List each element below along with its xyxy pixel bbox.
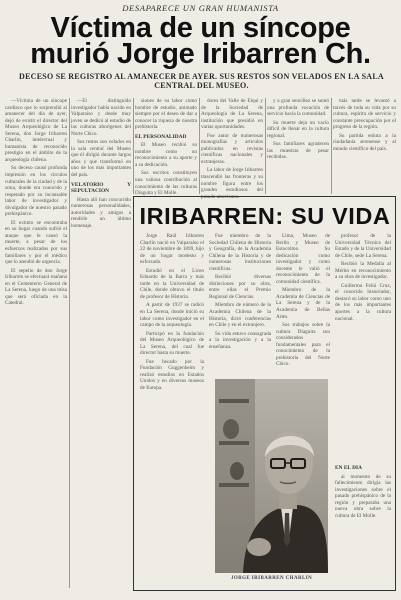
- paragraph: Guillermo Feliú Cruz, el conocido historiador, destacó su labor como uno de los más importantes aportes a la cultura nacional.: [335, 282, 391, 322]
- paragraph: siones de su labor como hombre de estudio, animado siempre por el deseo de dar a conocer la riqueza de nuestra prehistoria.: [135, 98, 197, 131]
- subhead: EL PERSONALIDAD: [135, 133, 187, 140]
- paragraph: Sus trabajos sobre la cultura Diaguita son considerados fundamentales para el conocimiento de la prehistoria del Norte Chico.: [276, 322, 330, 368]
- subhead: EN EL DIA: [335, 465, 362, 471]
- photo-caption: JORGE IRIBARREN CHARLIN: [230, 576, 313, 581]
- paragraph: Estudió en el Liceo Eduardo de la Barra y más tarde en la Universidad de Chile, donde obtuvo el título de profesor de Historia.: [140, 267, 204, 300]
- paragraph: A partir de 1937 se radicó en La Serena, donde inició su labor como investigador en el campo de la arqueología.: [140, 302, 204, 329]
- paragraph: —Víctima de un síncope cardíaco que lo sorprendió al amanecer del día de ayer, dejó de existir el director del Museo Arqueológico de La Serena, don Jorge Iribarren Charlin, intelectual y humanista de reconocido prestigio en el ámbito de la arqueología chilena.: [5, 98, 67, 163]
- paragraph: y a gran sencillez se sumó una profunda vocación de servicio hacia la comunidad.: [267, 98, 329, 118]
- kicker: DESAPARECE UN GRAN HUMANISTA: [122, 3, 279, 13]
- headline-line-1: Víctima de un síncope: [50, 12, 351, 44]
- paragraph: dores del Valle de Elqui y de la Sociedad de Arqueología de La Serena, institución que presidió en varias oportunidades.: [201, 98, 263, 131]
- paragraph: Fue autor de numerosas monografías y artículos publicados en revistas científicas nacionales y extranjeras.: [201, 132, 263, 165]
- paragraph: Miembro de número de la Academia Chilena de la Historia, dictó conferencias en Chile y en el extranjero.: [209, 302, 271, 329]
- paragraph: Participó en la fundación del Museo Arqueológico de La Serena, del cual fue director hasta su muerte.: [140, 330, 204, 357]
- article-column-3: [135, 98, 197, 197]
- paragraph: más tarde se levantó a través de toda su vida por su cultura, espíritu de servicio y constante preocupación por el progreso de la región.: [333, 98, 396, 131]
- article-column-1: [5, 98, 67, 593]
- paragraph: Lima, Museo de Berlín y Museo de Estocolmo. Su dedicación como investigador y como docente le valió el reconocimiento de la comunidad científica.: [276, 233, 330, 285]
- article-column-4: [201, 98, 263, 200]
- column-divider: [331, 98, 332, 194]
- paragraph: El extinto se encontraba en su hogar cuando sufrió el ataque que le causó la muerte, a pesar de los esfuerzos realizados por sus familiares y por el médico que lo atendió de urgencia.: [5, 219, 67, 266]
- column-divider: [133, 98, 134, 194]
- article-column-5: [267, 98, 329, 194]
- paragraph: profesor de la Universidad Técnica del Estado y de la Universidad de Chile, sede La Serena.: [335, 233, 391, 259]
- paragraph: Jorge Raúl Iribarren Charlín nació en Valparaíso el 22 de noviembre de 1899, hijo de un hogar modesto y esforzado.: [140, 233, 204, 266]
- paragraph: Sus restos son velados en la sala central del Museo que él dirigió durante largos años y que transformó en uno de los más importantes del país.: [71, 139, 131, 179]
- headline-line-2: murió Jorge Iribarren Ch.: [30, 38, 371, 70]
- portrait-photo: [215, 379, 328, 573]
- paragraph: Recibió diversas distinciones por su obra, entre ellas el Premio Regional de Ciencias.: [209, 274, 271, 300]
- paragraph: Sus escritos constituyen una valiosa contribución al conocimiento de las culturas Diaguita y El Molle.: [135, 170, 197, 197]
- paragraph: Sus familiares agradecen las muestras de pesar recibidas.: [267, 141, 329, 161]
- column-divider: [199, 98, 200, 194]
- paragraph: El sepelio de don Jorge Iribarren se efectuará mañana en el Cementerio General de La Serena, luego de una misa que será oficiada en la Catedral.: [5, 267, 67, 307]
- paragraph: Su muerte deja un vacío difícil de llenar en la cultura regional.: [267, 119, 329, 139]
- article-column-2: [71, 98, 131, 593]
- article-column-6: [333, 98, 396, 194]
- paragraph: Fue becado por la Fundación Guggenheim y realizó estudios en Estados Unidos y en diversos museos de Europa.: [140, 358, 204, 392]
- paragraph: Miembro de la Academia de Ciencias de La Serena y de la Academia de Bellas Artes.: [276, 287, 330, 320]
- paragraph: La labor de Jorge Iribarren trascendió las fronteras y su nombre figura entre los grandes estudiosos del pasado americano.: [201, 167, 263, 200]
- deck: DECESO SE REGISTRO AL AMANECER DE AYER. SUS RESTOS SON VELADOS EN LA SALA CENTRAL DEL MUSEO.: [19, 72, 384, 91]
- subhead: VELATORIO Y SEPULTACION: [71, 181, 131, 195]
- paragraph: Su deceso causó profunda impresión en los círculos culturales de la ciudad y de la zona, donde era conocido y respetado por su incansable labor de investigador y divulgador de nuestro pasado prehispánico.: [5, 165, 67, 218]
- paragraph: —El distinguido investigador había nacido en Valparaíso y desde muy joven se dedicó al estudio de las culturas aborígenes del Norte Chico.: [71, 98, 131, 137]
- column-divider: [69, 98, 70, 588]
- paragraph: Recibió la Medalla al Mérito en reconocimiento a su obra de investigador.: [335, 261, 391, 281]
- sidebar-column-e: [335, 462, 391, 587]
- paragraph: Fue miembro de la Sociedad Chilena de Historia y Geografía, de la Academia Chilena de la Historia y de numerosas instituciones científicas.: [209, 233, 271, 272]
- paragraph: Hasta allí han concurrido numerosas personalidades, autoridades y amigos a rendirle un último homenaje.: [71, 196, 131, 229]
- column-divider: [265, 98, 266, 194]
- sidebar-column-c: [276, 233, 330, 376]
- paragraph: El Museo recibió su nombre como un reconocimiento a su aporte y a su dedicación.: [135, 142, 197, 168]
- portrait-image: [215, 379, 328, 573]
- paragraph: al momento de su fallecimiento dirigía las investigaciones sobre el pasado prehispánico de la región y preparaba una nueva obra sobre la cultura de El Molle.: [335, 473, 391, 519]
- sidebar-column-b: [209, 233, 271, 376]
- paragraph: Su vida estuvo consagrada a la investigación y a la enseñanza.: [209, 330, 271, 350]
- paragraph: Su partida enluta a la ciudadanía serenense y al mundo científico del país.: [333, 132, 396, 152]
- sidebar-title: IRIBARREN: SU VIDA: [139, 203, 391, 229]
- sidebar-column-a: [140, 233, 204, 587]
- sidebar-column-d: [335, 233, 391, 459]
